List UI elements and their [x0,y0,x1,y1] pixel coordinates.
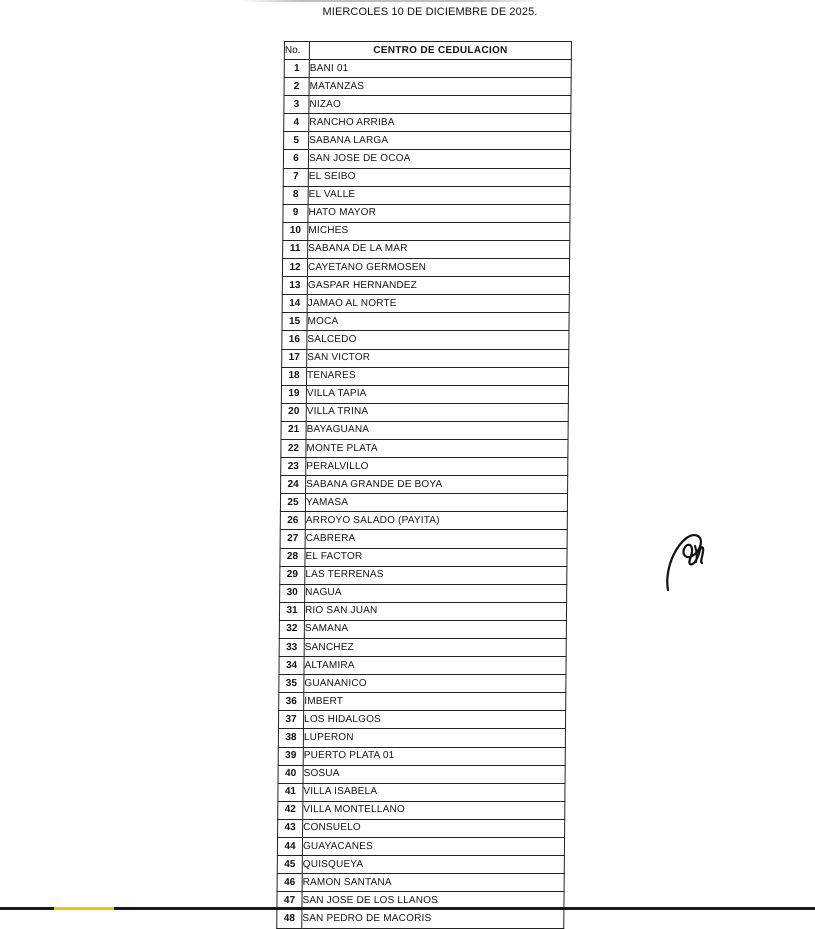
row-number: 2 [284,78,309,96]
table-row [281,458,568,476]
column-header-center: CENTRO DE CEDULACION [309,42,571,60]
center-name: BANI 01 [309,60,571,78]
row-number: 24 [281,476,306,494]
table-row [278,783,565,801]
row-number: 47 [277,892,302,910]
center-name: GASPAR HERNANDEZ [307,277,569,295]
table-row [284,114,571,132]
center-name: IMBERT [304,693,566,711]
center-name: NAGUA [305,584,567,602]
center-name: RAMON SANTANA [302,874,564,892]
center-name: EL VALLE [308,186,570,204]
table-row [278,711,565,729]
row-number: 17 [282,349,307,367]
center-name: VILLA MONTELLANO [303,801,565,819]
table-row [284,132,571,150]
center-name: GUAYACANES [302,838,564,856]
row-number: 39 [278,747,303,765]
center-name: ALTAMIRA [304,657,566,675]
center-name: VILLA TAPIA [306,385,568,403]
table-row [282,277,569,295]
table-header-row [284,42,571,60]
center-name: YAMASA [305,494,567,512]
row-number: 5 [284,132,309,150]
row-number: 44 [277,838,302,856]
table-row [284,78,571,96]
row-number: 33 [279,639,304,657]
table-row [280,548,567,566]
table-row [279,693,566,711]
table-row [278,729,565,747]
center-name: RIO SAN JUAN [304,602,566,620]
table-row [278,747,565,765]
center-name: MONTE PLATA [306,439,568,457]
table-row [278,819,565,837]
center-name: LOS HIDALGOS [303,711,565,729]
table-row [284,96,571,114]
center-name: SABANA DE LA MAR [308,240,570,258]
table-row [283,204,570,222]
row-number: 3 [284,96,309,114]
center-name: SAN PEDRO DE MACORIS [302,910,564,928]
center-name: PUERTO PLATA 01 [303,747,565,765]
row-number: 21 [281,421,306,439]
center-name: NIZAO [309,96,571,114]
center-name: GUANANICO [304,675,566,693]
center-name: MATANZAS [309,78,571,96]
table-body [277,60,572,929]
table-row [283,222,570,240]
row-number: 41 [278,783,303,801]
row-number: 4 [284,114,309,132]
table-row [283,186,570,204]
center-name: TENARES [306,367,568,385]
row-number: 25 [280,494,305,512]
scan-edge-mark [240,0,540,2]
table-row [282,313,569,331]
row-number: 32 [279,620,304,638]
row-number: 16 [282,331,307,349]
table-row [282,259,569,277]
row-number: 13 [282,277,307,295]
table-row [279,639,566,657]
table-row [281,385,568,403]
table-row [282,295,569,313]
row-number: 19 [281,385,306,403]
center-name: SABANA LARGA [309,132,571,150]
center-name: LUPERON [303,729,565,747]
row-number: 46 [277,874,302,892]
center-name: SANCHEZ [304,639,566,657]
table-row [280,494,567,512]
center-name: QUISQUEYA [302,856,564,874]
row-number: 1 [284,60,309,78]
row-number: 45 [277,856,302,874]
row-number: 43 [278,819,303,837]
table-row [281,439,568,457]
row-number: 15 [282,313,307,331]
row-number: 6 [283,150,308,168]
table-row [283,150,570,168]
center-name: SAN JOSE DE OCOA [308,150,570,168]
row-number: 34 [279,657,304,675]
table-row [278,765,565,783]
cedulacion-centers-table [276,41,572,929]
center-name: SALCEDO [307,331,569,349]
table-row [280,512,567,530]
row-number: 40 [278,765,303,783]
row-number: 38 [278,729,303,747]
row-number: 42 [278,801,303,819]
table-row [279,657,566,675]
row-number: 9 [283,204,308,222]
table-row [279,620,566,638]
center-name: VILLA TRINA [306,403,568,421]
center-name: SABANA GRANDE DE BOYA [306,476,568,494]
table-row [281,367,568,385]
center-name: HATO MAYOR [308,204,570,222]
table-row [283,240,570,258]
row-number: 37 [278,711,303,729]
row-number: 26 [280,512,305,530]
center-name: BAYAGUANA [306,421,568,439]
table-row [277,838,564,856]
center-name: SAN VICTOR [307,349,569,367]
row-number: 27 [280,530,305,548]
center-name: EL FACTOR [305,548,567,566]
table-row [281,476,568,494]
table-row [282,349,569,367]
row-number: 35 [279,675,304,693]
center-name: SAMANA [304,620,566,638]
handwritten-initials-signature [660,522,710,592]
center-name: RANCHO ARRIBA [309,114,571,132]
center-name: SAN JOSE DE LOS LLANOS [302,892,564,910]
row-number: 48 [277,910,302,928]
row-number: 11 [283,240,308,258]
cedulacion-centers-table-wrapper [277,41,572,924]
center-name: CAYETANO GERMOSEN [307,259,569,277]
row-number: 22 [281,439,306,457]
center-name: CABRERA [305,530,567,548]
row-number: 20 [281,403,306,421]
row-number: 10 [283,222,308,240]
row-number: 7 [283,168,308,186]
table-row [282,331,569,349]
table-row [281,421,568,439]
table-row [277,874,564,892]
center-name: CONSUELO [303,819,565,837]
row-number: 36 [279,693,304,711]
table-row [280,566,567,584]
table-row [279,675,566,693]
center-name: JAMAO AL NORTE [307,295,569,313]
table-row [284,60,571,78]
center-name: SOSUA [303,765,565,783]
center-name: MICHES [308,222,570,240]
row-number: 14 [282,295,307,313]
center-name: LAS TERRENAS [305,566,567,584]
center-name: VILLA ISABELA [303,783,565,801]
table-row [277,910,564,928]
table-row [283,168,570,186]
table-row [281,403,568,421]
table-row [277,856,564,874]
row-number: 30 [280,584,305,602]
document-date: MIERCOLES 10 DE DICIEMBRE DE 2025. [322,6,538,18]
table-row [280,530,567,548]
row-number: 23 [281,458,306,476]
center-name: EL SEIBO [308,168,570,186]
table-row [280,584,567,602]
table-row [278,801,565,819]
table-row [279,602,566,620]
row-number: 28 [280,548,305,566]
center-name: ARROYO SALADO (PAYITA) [305,512,567,530]
row-number: 8 [283,186,308,204]
center-name: MOCA [307,313,569,331]
center-name: PERALVILLO [306,458,568,476]
column-header-number: No. [284,42,309,60]
row-number: 18 [281,367,306,385]
row-number: 29 [280,566,305,584]
row-number: 31 [279,602,304,620]
row-number: 12 [282,259,307,277]
